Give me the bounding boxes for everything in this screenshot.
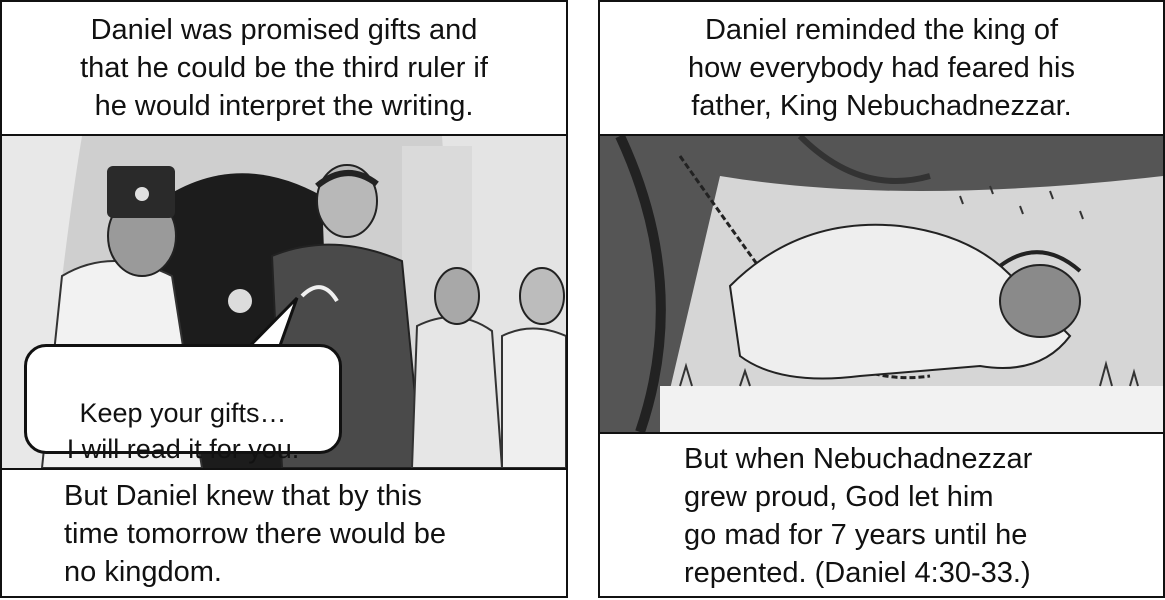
bottom-caption-box (600, 432, 1163, 598)
comic-panel-left (0, 0, 568, 598)
top-caption-box (600, 2, 1163, 136)
bottom-caption-text: But when Nebuchadnezzar grew proud, God let him go mad for 7 years until he repented. (Daniel 4:30-33.) (684, 443, 1033, 589)
scene-drawing (600, 136, 1163, 432)
comic-panel-right (598, 0, 1165, 598)
speech-bubble-text: Keep your gifts… I will read it for you. (66, 398, 300, 464)
illustration-daniel-and-king (2, 136, 566, 468)
bottom-caption-text: But Daniel knew that by this time tomorrow there would be no kingdom. (64, 480, 446, 588)
speech-bubble (24, 344, 342, 464)
bottom-caption-box (2, 468, 566, 598)
illustration-nebuchadnezzar-mad (600, 136, 1163, 432)
top-caption-text: Daniel reminded the king of how everybody had feared his father, King Nebuchadnezzar. (688, 14, 1075, 122)
top-caption-text: Daniel was promised gifts and that he could be the third ruler if he would interpret the writing. (80, 14, 488, 122)
top-caption-box (2, 2, 566, 136)
